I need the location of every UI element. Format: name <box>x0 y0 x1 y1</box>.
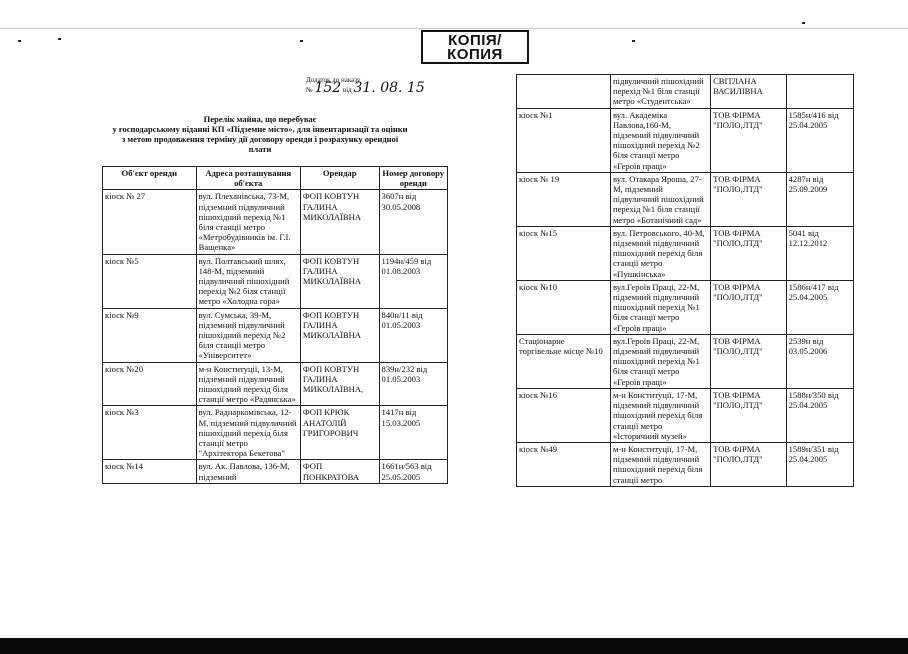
cell-address: підвуличний пішохідний перехід №1 біля станції метро «Студентська» <box>610 75 710 109</box>
cell-address: м-н Конституції, 17-М, підземний підвуличний пішохідний перехід біля станції метро «Історичний музей» <box>610 388 710 442</box>
cell-contract <box>786 75 853 109</box>
cell-address: вул.Героїв Праці, 22-М, підземний підвуличний пішохідний перехід №1 біля станції метро «Героїв праці» <box>610 280 710 334</box>
cell-contract: 1585н/416 від 25.04.2005 <box>786 108 853 172</box>
table-row <box>517 75 854 109</box>
cell-tenant: СВІТЛАНА ВАСИЛІВНА <box>711 75 787 109</box>
table-row <box>517 442 854 486</box>
scan-edge-line <box>0 28 908 29</box>
cell-contract: 840н/11 від 01.05.2003 <box>379 308 447 362</box>
cell-address: вул. Полтавський шлях, 148-М, підземний підвуличний пішохідний перехід №2 біля станції метро «Холодна гора» <box>196 254 300 308</box>
cell-object: кіоск №9 <box>103 308 197 362</box>
cell-tenant: ФОП КРЮК АНАТОЛІЙ ГРИГОРОВИЧ <box>300 406 379 460</box>
table-row <box>517 280 854 334</box>
cell-object: Стаціонарне торгівельне місце №10 <box>517 334 611 388</box>
number-label: № <box>306 86 313 94</box>
cell-contract: 3607н від 30.05.2008 <box>379 190 447 254</box>
cell-object: кіоск №10 <box>517 280 611 334</box>
cell-object: кіоск №15 <box>517 226 611 280</box>
scan-speck <box>802 22 805 24</box>
table-row <box>517 108 854 172</box>
order-number: 152 <box>314 80 342 96</box>
cell-contract: 2539н від 03.05.2006 <box>786 334 853 388</box>
cell-contract: 1588н/350 від 25.04.2005 <box>786 388 853 442</box>
header-object: Об'єкт оренди <box>103 167 197 190</box>
cell-object: кіоск №49 <box>517 442 611 486</box>
property-table-left <box>102 166 448 484</box>
cell-contract: 5041 від 12.12.2012 <box>786 226 853 280</box>
scan-speck <box>300 40 303 42</box>
scan-speck <box>632 40 635 42</box>
cell-tenant: ФОП КОВТУН ГАЛИНА МИКОЛАЇВНА <box>300 308 379 362</box>
cell-address: вул. Раднаркомівська, 12-М, підземний підвуличний пішохідний перехід біля станції метро "Архітектора Бекетова" <box>196 406 300 460</box>
table-row <box>517 226 854 280</box>
heading-line-3: з метою продовження терміну дії договору оренди і розрахунку орендної <box>121 134 399 144</box>
cell-address: вул.Героїв Праці, 22-М, підземний підвуличний пішохідний перехід №1 біля станції метро «Героїв праці» <box>610 334 710 388</box>
cell-tenant: ТОВ ФІРМА "ПОЛО,ЛТД" <box>711 226 787 280</box>
property-table-right <box>516 74 854 487</box>
cell-object: кіоск №16 <box>517 388 611 442</box>
addendum-prefix: Додаток до наказу <box>306 76 361 84</box>
cell-contract: 1589н/351 від 25.04.2005 <box>786 442 853 486</box>
cell-contract: 839н/232 від 01.05.2003 <box>379 362 447 406</box>
scan-bottom-edge <box>0 638 908 654</box>
cell-object: кіоск №20 <box>103 362 197 406</box>
cell-tenant: ТОВ ФІРМА "ПОЛО,ЛТД" <box>711 108 787 172</box>
cell-tenant: ФОП ПОНКРАТОВА <box>300 460 379 483</box>
table-row <box>103 190 448 254</box>
heading-line-1: Перелік майна, що перебуває <box>203 114 317 124</box>
cell-tenant: ТОВ ФІРМА "ПОЛО,ЛТД" <box>711 334 787 388</box>
cell-address: вул. Академіка Павлова,160-М, підземний підвуличний пішохідний перехід №2 біля станції метро «Героїв праці» <box>610 108 710 172</box>
cell-object: кіоск № 19 <box>517 172 611 226</box>
cell-object: кіоск №14 <box>103 460 197 483</box>
stamp-line-1: КОПІЯ/ <box>448 32 502 49</box>
cell-tenant: ФОП КОВТУН ГАЛИНА МИКОЛАЇВНА <box>300 254 379 308</box>
table-row <box>103 406 448 460</box>
cell-address: вул. Отакара Яроша, 27-М, підземний підвуличний пішохідний перехід №1 біля станції метро «Ботанічний сад» <box>610 172 710 226</box>
cell-address: вул. Сумська, 39-М, підземний підвуличний пішохідний перехід №2 біля станції метро «Університет» <box>196 308 300 362</box>
table-row <box>103 308 448 362</box>
order-date: 31. 08. 15 <box>353 80 425 96</box>
cell-object: кіоск №3 <box>103 406 197 460</box>
copy-stamp <box>421 30 529 64</box>
cell-contract: 1586н/417 від 25.04.2005 <box>786 280 853 334</box>
date-label: від <box>342 86 352 94</box>
cell-tenant: ТОВ ФІРМА "ПОЛО,ЛТД" <box>711 172 787 226</box>
cell-contract: 1417н від 15.03.2005 <box>379 406 447 460</box>
scan-speck <box>18 40 21 42</box>
cell-tenant: ТОВ ФІРМА "ПОЛО,ЛТД" <box>711 280 787 334</box>
cell-tenant: ФОП КОВТУН ГАЛИНА МИКОЛАЇВНА, <box>300 362 379 406</box>
cell-address: вул. Ак. Павлова, 136-М, підземний <box>196 460 300 483</box>
table-header-row <box>103 167 448 190</box>
table-row <box>103 362 448 406</box>
heading-line-2: у господарському віданні КП «Підземне місто», для інвентаризації та оцінки <box>112 124 408 134</box>
cell-contract: 4287н від 25.09.2009 <box>786 172 853 226</box>
cell-contract: 1194н/459 від 01.08.2003 <box>379 254 447 308</box>
cell-address: вул. Петровського, 40-М, підземний підвуличний пішохідний перехід біля станції метро «Пушкінська» <box>610 226 710 280</box>
cell-tenant: ТОВ ФІРМА "ПОЛО,ЛТД" <box>711 442 787 486</box>
cell-contract: 1661н/563 від 25.05.2005 <box>379 460 447 483</box>
scan-speck <box>58 38 61 40</box>
cell-address: м-н Конституції, 17-М, підземний підвуличний пішохідний перехід біля станції метро <box>610 442 710 486</box>
table-row <box>517 334 854 388</box>
document-heading <box>80 114 440 154</box>
header-tenant: Орендар <box>300 167 379 190</box>
cell-object: кіоск № 27 <box>103 190 197 254</box>
header-contract: Номер договору оренди <box>379 167 447 190</box>
cell-tenant: ТОВ ФІРМА "ПОЛО,ЛТД" <box>711 388 787 442</box>
cell-object <box>517 75 611 109</box>
cell-address: м-н Конституції, 13-М, підземний підвуличний пішохідний перехід біля станції метро «Радянська» <box>196 362 300 406</box>
cell-object: кіоск №1 <box>517 108 611 172</box>
cell-object: кіоск №5 <box>103 254 197 308</box>
cell-address: вул. Плеханівська, 73-М, підземний підвуличний пішохідний перехід №1 біля станції метро «Метробудівників ім. Г.І. Ващенка» <box>196 190 300 254</box>
table-row <box>103 254 448 308</box>
heading-line-4: плати <box>248 144 272 154</box>
table-row <box>517 388 854 442</box>
addendum-reference <box>306 76 425 94</box>
cell-tenant: ФОП КОВТУН ГАЛИНА МИКОЛАЇВНА <box>300 190 379 254</box>
table-row <box>103 460 448 483</box>
header-address: Адреса розташування об'єкта <box>196 167 300 190</box>
table-row <box>517 172 854 226</box>
stamp-line-2: КОПИЯ <box>447 46 503 63</box>
